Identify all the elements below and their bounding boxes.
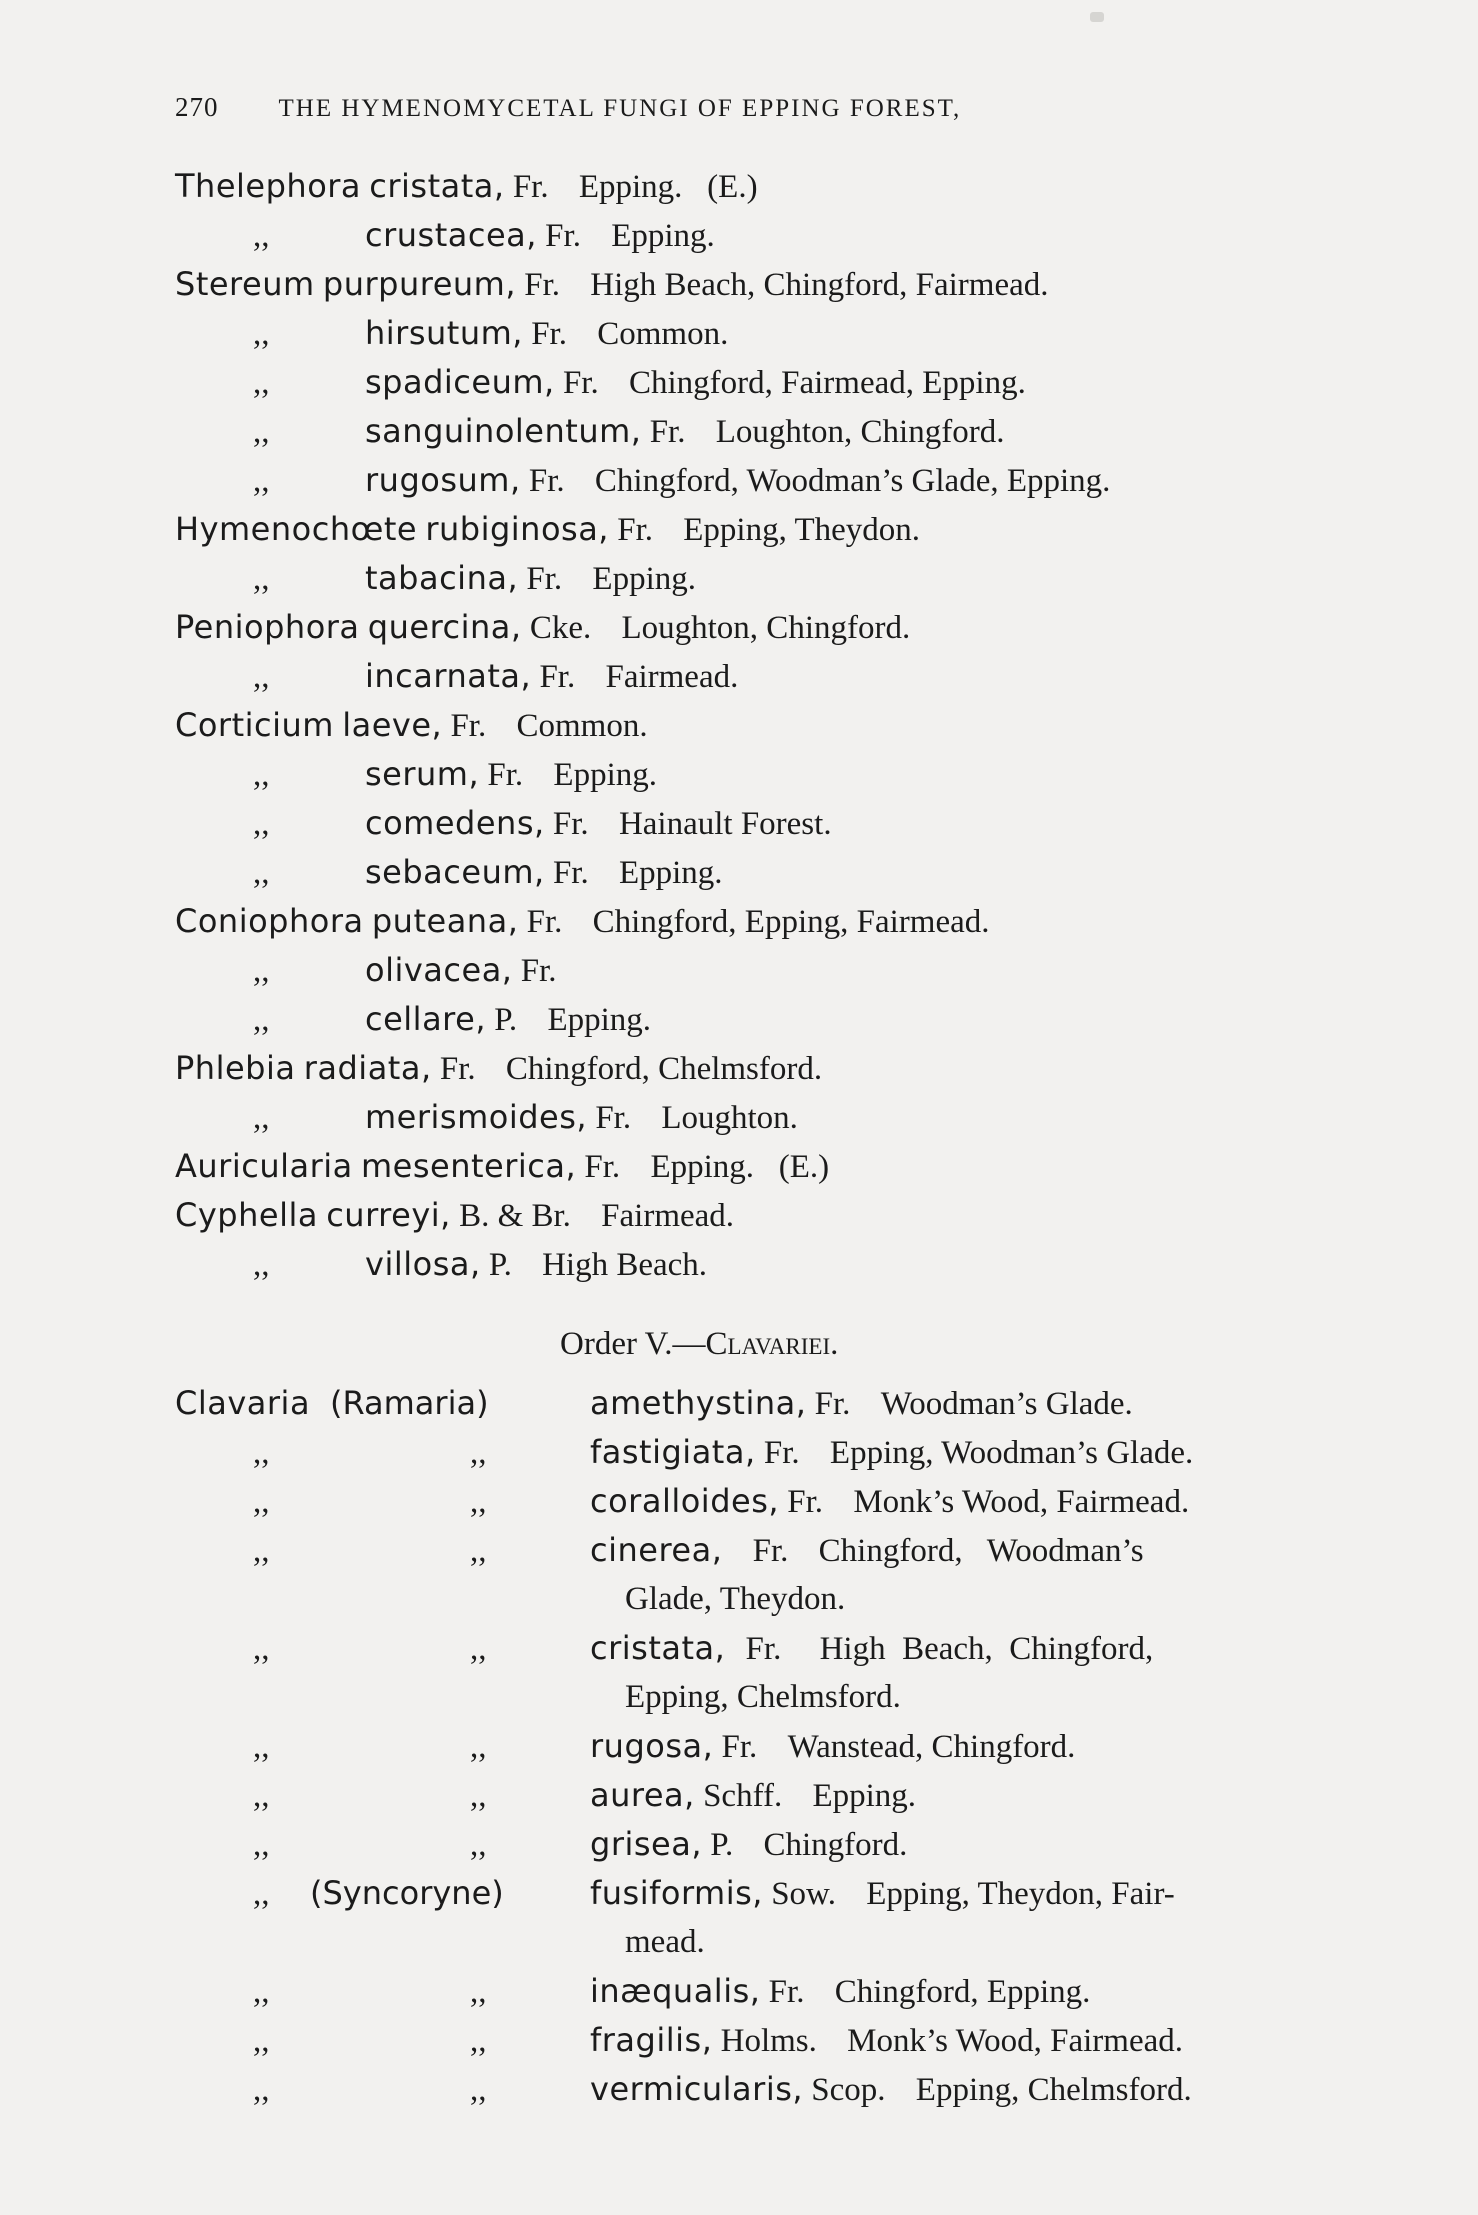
ditto-mark: ,, xyxy=(253,463,270,499)
authority: Fr. xyxy=(539,659,576,695)
scan-blemish xyxy=(1090,12,1104,22)
list-item xyxy=(175,407,1345,456)
locality: Chingford, Woodman’s xyxy=(818,1533,1144,1569)
locality: High Beach, Chingford, xyxy=(819,1631,1154,1667)
ditto-mark: ,, xyxy=(253,1533,270,1569)
list-item xyxy=(175,456,1345,505)
list-item xyxy=(175,309,1345,358)
authority: Holms. xyxy=(720,2023,817,2059)
species-name: spadiceum, xyxy=(365,363,555,401)
list-item xyxy=(175,260,1345,309)
locality: Chingford, Epping. xyxy=(834,1974,1091,2010)
genus-name: Thelephora xyxy=(175,167,362,205)
locality: Epping. xyxy=(553,757,657,793)
species-name: coralloides, xyxy=(590,1482,780,1520)
ditto-mark: ,, xyxy=(253,561,270,597)
list-item xyxy=(175,1093,1345,1142)
list-item xyxy=(175,652,1345,701)
authority: Fr. xyxy=(752,1533,789,1569)
locality: Monk’s Wood, Fairmead. xyxy=(853,1484,1190,1520)
list-item xyxy=(175,1624,1345,1673)
species-name: puteana, xyxy=(371,902,519,940)
locality: Epping, Theydon. xyxy=(683,512,921,548)
running-header xyxy=(175,92,961,123)
authority: Fr. xyxy=(545,218,581,254)
species-name: rugosa, xyxy=(590,1727,714,1765)
locality: Chingford. xyxy=(763,1827,908,1863)
ditto-mark: ,, xyxy=(253,1778,270,1814)
species-name: curreyi, xyxy=(326,1196,451,1234)
ditto-mark: ,, xyxy=(253,1827,270,1863)
locality: Loughton, Chingford. xyxy=(621,610,911,646)
locality: Chingford, Fairmead, Epping. xyxy=(628,365,1026,401)
species-name: rubiginosa, xyxy=(425,510,609,548)
genus-name: Coniophora xyxy=(175,902,364,940)
ditto-mark: ,, xyxy=(470,1827,487,1863)
ditto-mark: ,, xyxy=(253,1247,270,1283)
authority: Fr. xyxy=(768,1974,805,2010)
locality: High Beach. xyxy=(542,1247,708,1283)
genus-name: Clavaria xyxy=(175,1384,311,1422)
locality: Epping, Theydon, Fair- xyxy=(866,1876,1175,1912)
list-item xyxy=(175,1379,1345,1428)
genus-name: Corticium xyxy=(175,706,334,744)
locality: Epping. xyxy=(812,1778,917,1814)
order-heading xyxy=(175,1289,1345,1379)
authority: Scop. xyxy=(811,2072,886,2108)
list-item xyxy=(175,750,1345,799)
authority: Fr. xyxy=(649,414,686,450)
authority: Fr. xyxy=(584,1149,621,1185)
authority: Fr. xyxy=(531,316,567,352)
list-item xyxy=(175,995,1345,1044)
ditto-mark: ,, xyxy=(253,365,270,401)
ditto-mark: ,, xyxy=(253,1002,270,1038)
species-name: crustacea, xyxy=(365,216,537,254)
species-name: cellare, xyxy=(365,1000,486,1038)
list-item xyxy=(175,1428,1345,1477)
species-name: radiata, xyxy=(303,1049,432,1087)
ditto-mark: ,, xyxy=(470,1533,487,1569)
species-name: laeve, xyxy=(342,706,443,744)
locality: Epping. (E.) xyxy=(578,169,758,205)
list-item xyxy=(175,1526,1345,1575)
ditto-mark: ,, xyxy=(253,1100,270,1136)
species-name: hirsutum, xyxy=(365,314,523,352)
locality: Chingford, Epping, Fairmead. xyxy=(592,904,990,940)
species-name: comedens, xyxy=(365,804,545,842)
species-name: aurea, xyxy=(590,1776,695,1814)
species-name: fragilis, xyxy=(590,2021,713,2059)
species-name: amethystina, xyxy=(590,1384,807,1422)
ditto-mark: ,, xyxy=(253,806,270,842)
locality: Loughton, Chingford. xyxy=(715,414,1005,450)
authority: Fr. xyxy=(617,512,653,548)
genus-name: Stereum xyxy=(175,265,315,303)
locality: Epping. xyxy=(611,218,715,254)
list-item xyxy=(175,848,1345,897)
authority: Sow. xyxy=(771,1876,836,1912)
list-item xyxy=(175,1044,1345,1093)
ditto-mark: ,, xyxy=(470,1484,487,1520)
species-name: serum, xyxy=(365,755,480,793)
list-item xyxy=(175,1477,1345,1526)
species-name: vermicularis, xyxy=(590,2070,804,2108)
locality: Epping. (E.) xyxy=(650,1149,830,1185)
authority: Fr. xyxy=(520,953,557,989)
ditto-mark: ,, xyxy=(253,414,270,450)
ditto-mark: ,, xyxy=(470,1631,487,1667)
authority: Fr. xyxy=(526,904,563,940)
species-name: mesenterica, xyxy=(361,1147,577,1185)
authority: Fr. xyxy=(439,1051,476,1087)
species-name: fastigiata, xyxy=(590,1433,756,1471)
species-name: sebaceum, xyxy=(365,853,545,891)
ditto-mark: ,, xyxy=(253,953,270,989)
list-item xyxy=(175,2016,1345,2065)
species-name: inæqualis, xyxy=(590,1972,761,2010)
authority: P. xyxy=(488,1247,512,1283)
species-name: incarnata, xyxy=(365,657,532,695)
locality: Fairmead. xyxy=(605,659,739,695)
authority: Fr. xyxy=(787,1484,824,1520)
genus-name: Phlebia xyxy=(175,1049,296,1087)
ditto-mark: ,, xyxy=(470,1974,487,2010)
species-name: villosa, xyxy=(365,1245,481,1283)
authority: P. xyxy=(494,1002,518,1038)
locality: Wanstead, Chingford. xyxy=(787,1729,1076,1765)
list-item xyxy=(175,897,1345,946)
species-name: olivacea, xyxy=(365,951,513,989)
ditto-mark: ,, xyxy=(253,316,270,352)
locality: Common. xyxy=(597,316,729,352)
page-number: 270 xyxy=(175,92,219,122)
locality: Epping, Chelmsford. xyxy=(915,2072,1192,2108)
list-item xyxy=(175,2065,1345,2114)
authority: Fr. xyxy=(745,1631,782,1667)
list-item xyxy=(175,358,1345,407)
list-item xyxy=(175,1820,1345,1869)
list-item xyxy=(175,162,1345,211)
authority: Fr. xyxy=(721,1729,758,1765)
ditto-mark: ,, xyxy=(470,2023,487,2059)
list-item xyxy=(175,1771,1345,1820)
authority: Fr. xyxy=(763,1435,800,1471)
species-name: cristata, xyxy=(369,167,505,205)
authority: Fr. xyxy=(562,365,599,401)
subgenus-name: (Ramaria) xyxy=(330,1384,489,1422)
authority: Fr. xyxy=(526,561,563,597)
authority: Fr. xyxy=(528,463,565,499)
genus-name: Peniophora xyxy=(175,608,360,646)
genus-name: Auricularia xyxy=(175,1147,353,1185)
locality: Hainault Forest. xyxy=(618,806,832,842)
order-name: Clavariei. xyxy=(705,1326,839,1362)
ditto-mark: ,, xyxy=(253,1974,270,2010)
locality: Chingford, Woodman’s Glade, Epping. xyxy=(594,463,1111,499)
species-name: grisea, xyxy=(590,1825,702,1863)
locality: Chingford, Chelmsford. xyxy=(505,1051,823,1087)
ditto-mark: ,, xyxy=(253,659,270,695)
locality: Common. xyxy=(516,708,648,744)
order-prefix: Order V.— xyxy=(560,1326,706,1362)
list-item xyxy=(175,799,1345,848)
locality: Epping. xyxy=(592,561,696,597)
locality: Fairmead. xyxy=(601,1198,735,1234)
authority: Fr. xyxy=(814,1386,851,1422)
list-item xyxy=(175,1869,1345,1918)
ditto-mark: ,, xyxy=(470,1729,487,1765)
species-name: sanguinolentum, xyxy=(365,412,642,450)
genus-name: Cyphella xyxy=(175,1196,318,1234)
authority: Fr. xyxy=(450,708,487,744)
genus-name: Hymenochœte xyxy=(175,510,418,548)
subgenus-name: (Syncoryne) xyxy=(310,1874,504,1912)
authority: P. xyxy=(710,1827,734,1863)
authority: B. & Br. xyxy=(459,1198,571,1234)
species-name: merismoides, xyxy=(365,1098,588,1136)
list-item xyxy=(175,554,1345,603)
locality: Epping. xyxy=(618,855,723,891)
list-item xyxy=(175,1967,1345,2016)
locality: Monk’s Wood, Fairmead. xyxy=(847,2023,1184,2059)
species-name: quercina, xyxy=(367,608,522,646)
ditto-mark: ,, xyxy=(253,1631,270,1667)
species-name: cristata, xyxy=(590,1629,726,1667)
list-item xyxy=(175,1191,1345,1240)
list-item xyxy=(175,701,1345,750)
list-item xyxy=(175,603,1345,652)
ditto-mark: ,, xyxy=(253,1435,270,1471)
list-item xyxy=(175,1142,1345,1191)
ditto-mark: ,, xyxy=(253,855,270,891)
ditto-mark: ,, xyxy=(253,757,270,793)
ditto-mark: ,, xyxy=(470,1435,487,1471)
species-name: fusiformis, xyxy=(590,1874,763,1912)
species-name: cinerea, xyxy=(590,1531,723,1569)
authority: Fr. xyxy=(512,169,549,205)
list-item xyxy=(175,1240,1345,1289)
list-item xyxy=(175,211,1345,260)
species-name: rugosum, xyxy=(365,461,521,499)
list-item xyxy=(175,1722,1345,1771)
ditto-mark: ,, xyxy=(253,1729,270,1765)
species-name: tabacina, xyxy=(365,559,519,597)
authority: Cke. xyxy=(529,610,592,646)
authority: Fr. xyxy=(595,1100,632,1136)
locality: Epping, Woodman’s Glade. xyxy=(829,1435,1194,1471)
ditto-mark: ,, xyxy=(470,2072,487,2108)
ditto-mark: ,, xyxy=(253,1876,270,1912)
locality-continuation: Epping, Chelmsford. xyxy=(625,1679,901,1715)
species-name: purpureum, xyxy=(322,265,516,303)
authority: Fr. xyxy=(552,855,589,891)
ditto-mark: ,, xyxy=(253,2072,270,2108)
locality-continuation: Glade, Theydon. xyxy=(625,1581,846,1617)
running-title: THE HYMENOMYCETAL FUNGI OF EPPING FOREST, xyxy=(278,95,962,122)
locality: Woodman’s Glade. xyxy=(880,1386,1133,1422)
ditto-mark: ,, xyxy=(253,2023,270,2059)
locality: High Beach, Chingford, Fairmead. xyxy=(590,267,1049,303)
locality: Epping. xyxy=(547,1002,652,1038)
list-item xyxy=(175,946,1345,995)
authority: Fr. xyxy=(487,757,524,793)
species-list xyxy=(175,162,1345,2114)
list-item xyxy=(175,505,1345,554)
authority: Schff. xyxy=(703,1778,783,1814)
authority: Fr. xyxy=(552,806,589,842)
locality-continuation: mead. xyxy=(625,1924,705,1960)
ditto-mark: ,, xyxy=(253,218,270,254)
authority: Fr. xyxy=(524,267,561,303)
locality: Loughton. xyxy=(661,1100,798,1136)
ditto-mark: ,, xyxy=(253,1484,270,1520)
ditto-mark: ,, xyxy=(470,1778,487,1814)
